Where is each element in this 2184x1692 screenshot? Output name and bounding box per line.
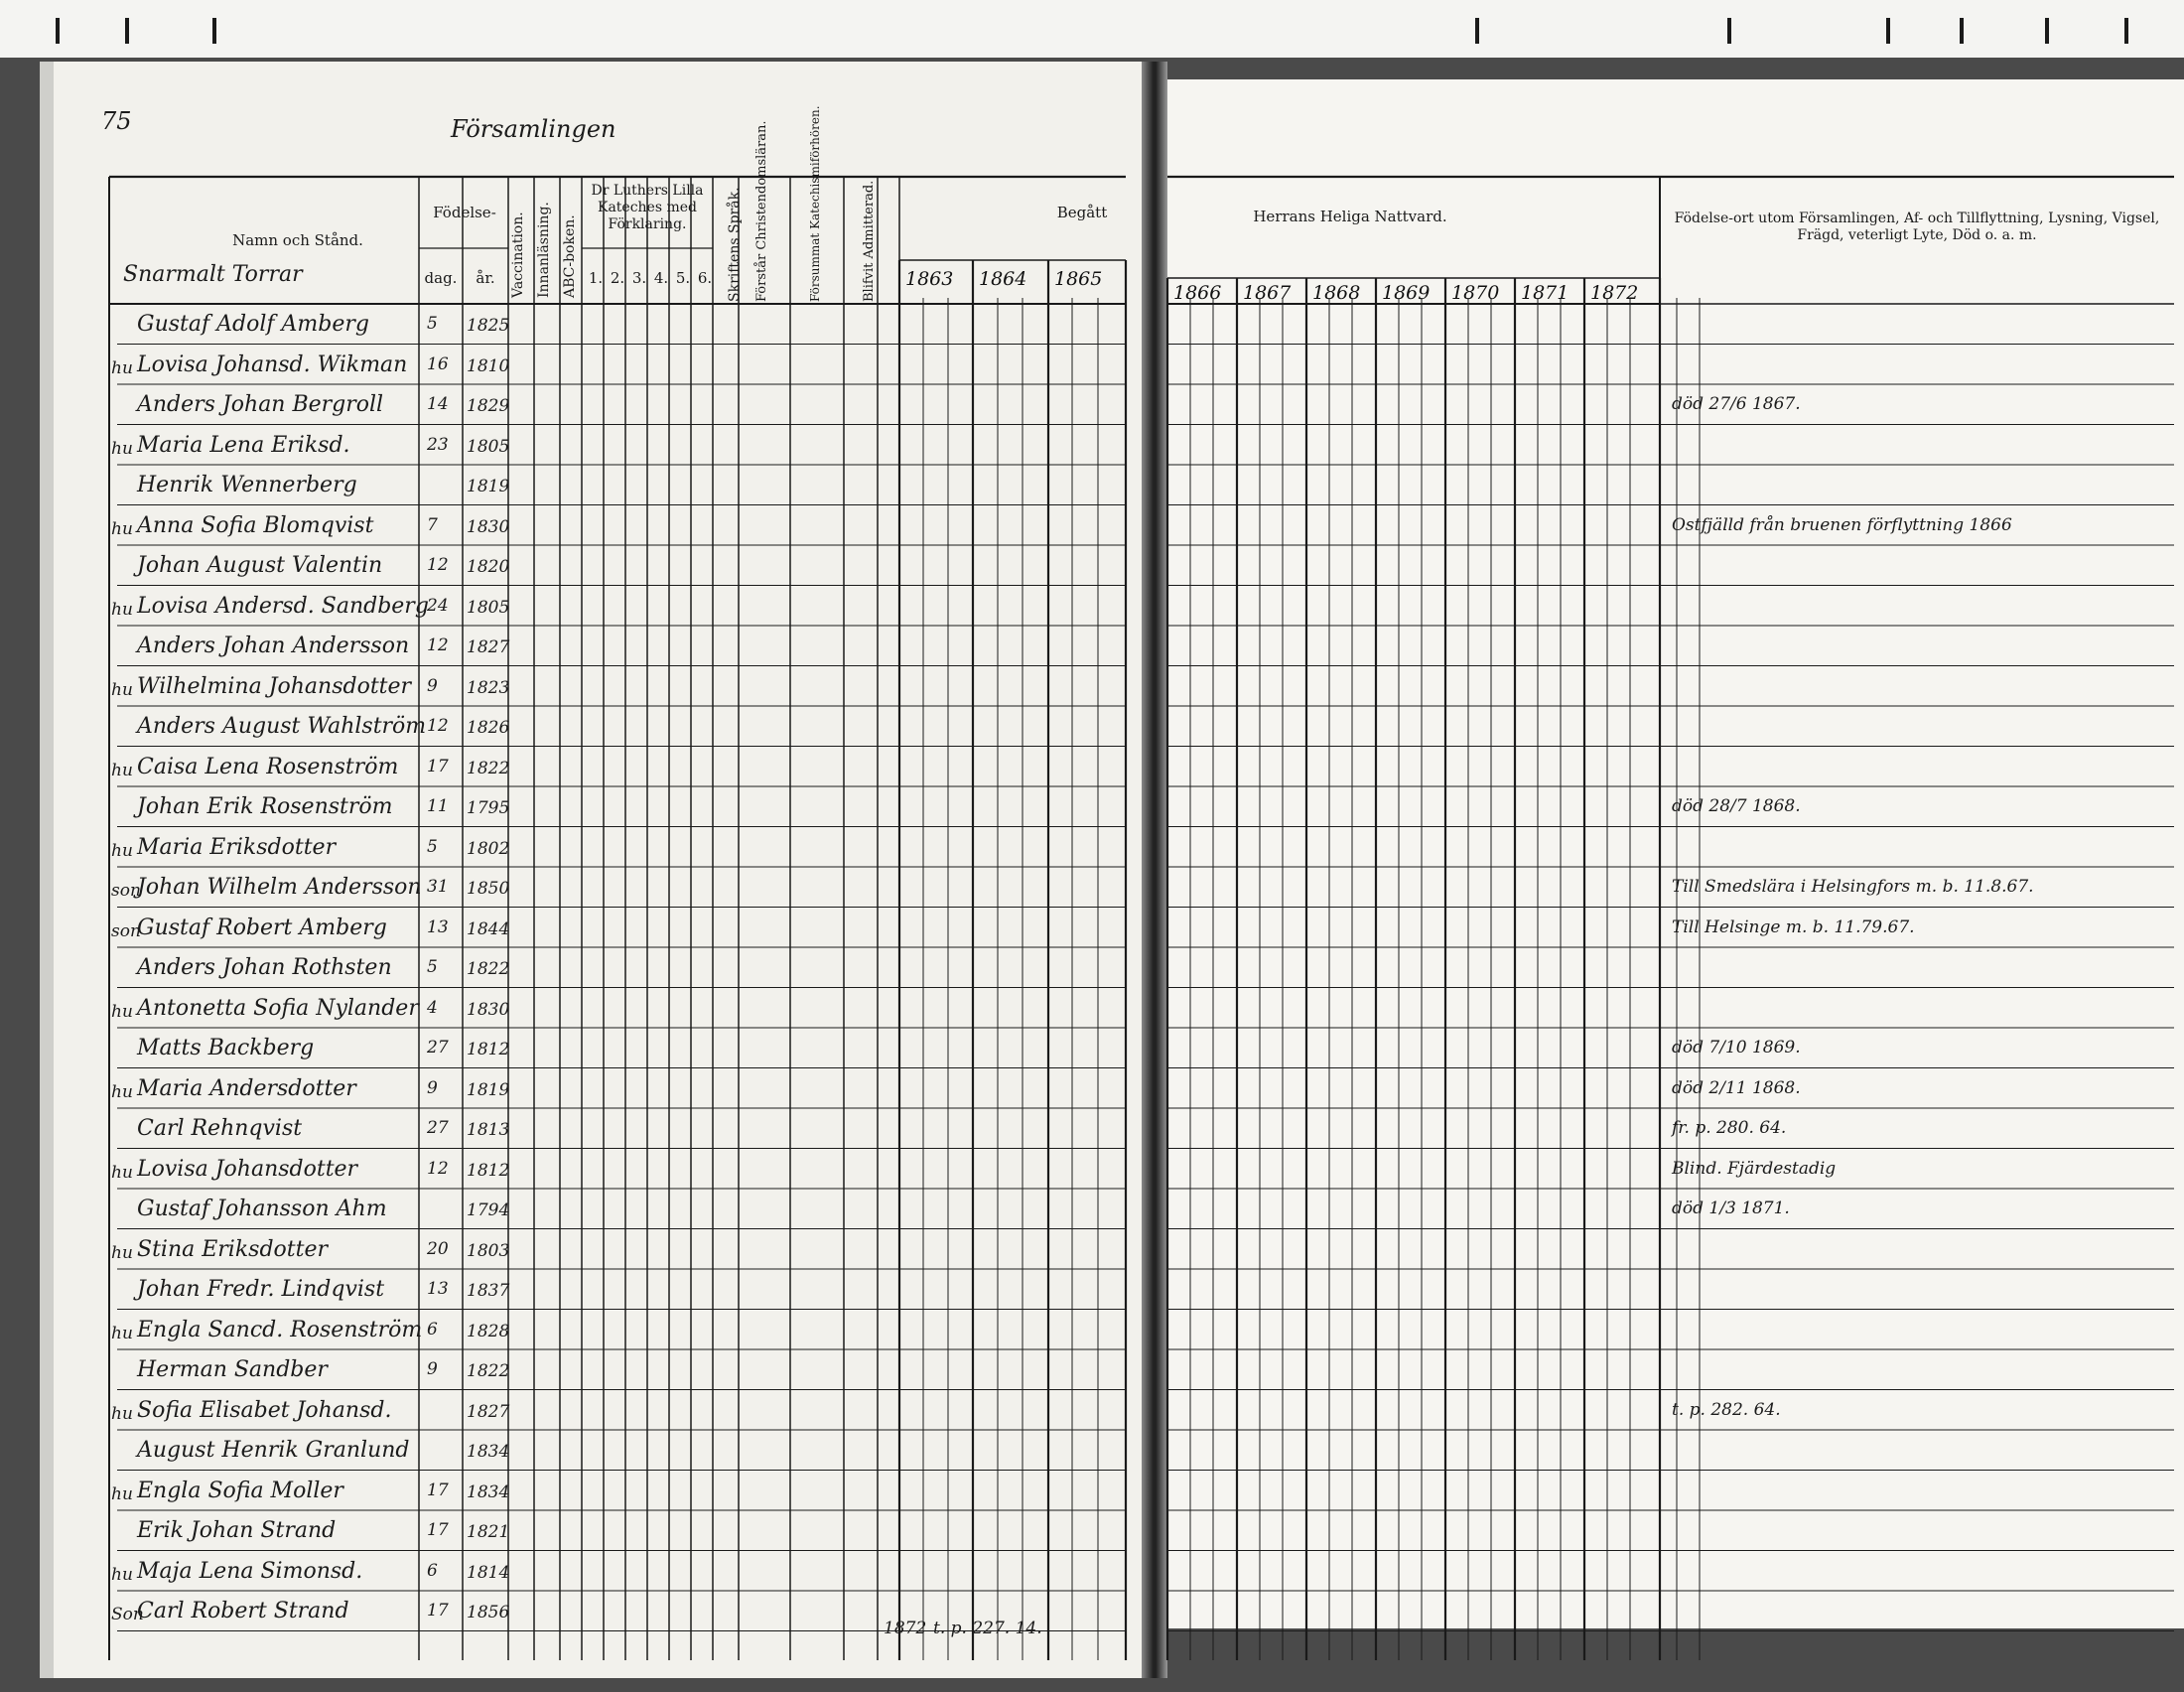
register-note: död 2/11 1868. — [1672, 1077, 1801, 1098]
person-name: Erik Johan Strand — [137, 1518, 337, 1543]
year-header-1867: 1867 — [1243, 282, 1292, 304]
row-prefix: son — [111, 920, 141, 941]
person-name: Johan Erik Rosenström — [137, 794, 393, 819]
person-name: Carl Robert Strand — [137, 1599, 349, 1623]
birth-year: 1813 — [467, 1120, 510, 1140]
birth-year: 1828 — [467, 1321, 510, 1341]
birth-day: 11 — [427, 796, 449, 816]
birth-year: 1812 — [467, 1160, 510, 1181]
year-header-1868: 1868 — [1312, 282, 1361, 304]
birth-day: 9 — [427, 675, 438, 696]
header-catechism: Dr Luthers Lilla Kateches med Förklaring. — [591, 183, 704, 232]
row-prefix: Son — [111, 1605, 144, 1624]
birth-day: 12 — [427, 635, 449, 655]
row-prefix: hu — [111, 1081, 133, 1102]
register-note: död 27/6 1867. — [1672, 394, 1801, 414]
birth-day: 27 — [427, 1118, 449, 1138]
birth-day: 16 — [427, 353, 449, 374]
person-name: Caisa Lena Rosenström — [137, 754, 399, 779]
birth-year: 1805 — [467, 436, 510, 457]
person-name: Johan Fredr. Lindqvist — [137, 1277, 385, 1302]
person-name: Lovisa Johansd. Wikman — [137, 352, 408, 377]
birth-year: 1834 — [467, 1442, 510, 1462]
header-birth-year: år. — [476, 269, 495, 287]
birth-year: 1827 — [467, 637, 510, 657]
register-note: död 7/10 1869. — [1672, 1038, 1801, 1058]
birth-year: 1819 — [467, 1079, 510, 1100]
row-prefix: son — [111, 881, 141, 901]
page-number: 75 — [101, 107, 132, 135]
row-prefix: hu — [111, 679, 133, 700]
row-prefix: hu — [111, 760, 133, 780]
birth-day: 5 — [427, 836, 438, 857]
birth-year: 1802 — [467, 838, 510, 859]
birth-day: 4 — [427, 997, 438, 1018]
birth-day: 17 — [427, 1520, 449, 1540]
birth-year: 1822 — [467, 1361, 510, 1381]
person-name: Maria Eriksdotter — [137, 834, 337, 860]
person-name: Antonetta Sofia Nylander — [137, 995, 419, 1021]
birth-year: 1810 — [467, 355, 510, 376]
birth-day: 13 — [427, 916, 449, 937]
person-name: Johan Wilhelm Andersson — [137, 875, 422, 900]
header-cat-5: 5. — [675, 269, 691, 287]
birth-year: 1819 — [467, 477, 510, 496]
footer-year: 1872 — [884, 1619, 927, 1638]
birth-day: 7 — [427, 514, 438, 535]
birth-day: 24 — [427, 595, 449, 616]
birth-year: 1803 — [467, 1240, 510, 1261]
person-name: Anna Sofia Blomqvist — [137, 512, 374, 538]
year-header-1870: 1870 — [1451, 282, 1500, 304]
person-name: Engla Sancd. Rosenström — [137, 1317, 423, 1342]
person-name: Anders Johan Andersson — [137, 634, 410, 658]
birth-year: 1850 — [467, 879, 510, 899]
header-cat-2: 2. — [610, 269, 625, 287]
birth-year: 1814 — [467, 1562, 510, 1583]
person-name: Johan August Valentin — [137, 553, 383, 578]
row-prefix: hu — [111, 1162, 133, 1183]
header-name: Namn och Stånd. — [232, 231, 363, 249]
register-note: Blind. Fjärdestadig — [1672, 1158, 1837, 1179]
person-name: Wilhelmina Johansdotter — [137, 673, 412, 699]
person-name: Maria Lena Eriksd. — [137, 432, 350, 458]
birth-year: 1826 — [467, 718, 510, 738]
year-header-1866: 1866 — [1173, 282, 1222, 304]
register-note: död 28/7 1868. — [1672, 796, 1801, 816]
person-name: Maja Lena Simonsd. — [137, 1558, 363, 1584]
birth-year: 1822 — [467, 758, 510, 778]
birth-year: 1834 — [467, 1481, 510, 1502]
row-prefix: hu — [111, 1403, 133, 1424]
header-scripture: Skriftens Språk. — [727, 187, 743, 302]
birth-year: 1825 — [467, 316, 510, 336]
birth-day: 31 — [427, 877, 449, 897]
row-prefix: hu — [111, 599, 133, 620]
person-name: Anders Johan Rothsten — [137, 955, 392, 980]
header-vaccination: Vaccination. — [510, 212, 526, 298]
birth-day: 5 — [427, 314, 438, 334]
register-note: Till Smedslära i Helsingfors m. b. 11.8.67. — [1672, 877, 2034, 897]
birth-day: 12 — [427, 716, 449, 736]
header-begatt: Begått — [1056, 204, 1108, 221]
person-name: Maria Andersdotter — [137, 1075, 356, 1101]
birth-day: 6 — [427, 1319, 438, 1340]
year-header-1863: 1863 — [905, 268, 954, 290]
birth-year: 1821 — [467, 1522, 510, 1542]
header-cat-4: 4. — [653, 269, 669, 287]
birth-day: 9 — [427, 1359, 438, 1379]
header-birth: Födelse- — [433, 204, 496, 221]
birth-year: 1827 — [467, 1401, 510, 1422]
row-prefix: hu — [111, 438, 133, 459]
birth-day: 17 — [427, 1601, 449, 1621]
birth-day: 17 — [427, 1480, 449, 1500]
register-note: Ostfjälld från bruenen förflyttning 1866 — [1672, 514, 2012, 535]
birth-year: 1795 — [467, 798, 510, 818]
header-birth-day: dag. — [424, 269, 458, 287]
person-name: Gustaf Johansson Ahm — [137, 1197, 387, 1221]
header-reading: Innanläsning. — [536, 202, 552, 298]
birth-year: 1794 — [467, 1200, 510, 1220]
person-name: Lovisa Andersd. Sandberg — [137, 593, 429, 619]
person-name: Engla Sofia Moller — [137, 1478, 343, 1503]
person-name: August Henrik Granlund — [137, 1438, 410, 1463]
person-name: Lovisa Johansdotter — [137, 1156, 358, 1182]
birth-year: 1856 — [467, 1603, 510, 1622]
person-name: Gustaf Adolf Amberg — [137, 312, 369, 337]
birth-year: 1812 — [467, 1040, 510, 1059]
birth-day: 9 — [427, 1077, 438, 1098]
person-name: Sofia Elisabet Johansd. — [137, 1397, 392, 1423]
parish-heading: Församlingen — [451, 115, 616, 143]
row-prefix: hu — [111, 357, 133, 378]
header-cat-1: 1. — [588, 269, 604, 287]
register-note: död 1/3 1871. — [1672, 1198, 1790, 1218]
birth-day: 27 — [427, 1038, 449, 1058]
birth-day: 20 — [427, 1238, 449, 1259]
footer-note: t. p. 227. 14. — [933, 1619, 1042, 1638]
birth-year: 1823 — [467, 677, 510, 698]
row-prefix: hu — [111, 518, 133, 539]
header-abc: ABC-boken. — [562, 214, 578, 298]
header-cat-6: 6. — [697, 269, 713, 287]
birth-day: 23 — [427, 434, 449, 455]
year-header-1865: 1865 — [1054, 268, 1103, 290]
village-name: Snarmalt Torrar — [123, 262, 303, 287]
birth-year: 1805 — [467, 597, 510, 618]
row-prefix: hu — [111, 1323, 133, 1343]
person-name: Anders Johan Bergroll — [137, 392, 384, 417]
year-header-1872: 1872 — [1590, 282, 1639, 304]
register-note: fr. p. 280. 64. — [1672, 1118, 1787, 1138]
birth-day: 5 — [427, 957, 438, 977]
birth-day: 14 — [427, 394, 449, 414]
birth-year: 1820 — [467, 557, 510, 577]
header-cat-3: 3. — [631, 269, 647, 287]
birth-day: 12 — [427, 1158, 449, 1179]
header-christianity: Förstår Christendomsläran. — [754, 120, 769, 302]
birth-year: 1830 — [467, 999, 510, 1020]
year-header-1871: 1871 — [1521, 282, 1570, 304]
birth-day: 6 — [427, 1560, 438, 1581]
birth-year: 1830 — [467, 516, 510, 537]
birth-day: 13 — [427, 1279, 449, 1299]
birth-year: 1837 — [467, 1281, 510, 1301]
row-prefix: hu — [111, 840, 133, 861]
person-name: Herman Sandber — [137, 1357, 328, 1382]
year-header-1869: 1869 — [1382, 282, 1431, 304]
person-name: Stina Eriksdotter — [137, 1236, 329, 1262]
row-prefix: hu — [111, 1001, 133, 1022]
birth-year: 1844 — [467, 918, 510, 939]
person-name: Henrik Wennerberg — [137, 473, 357, 497]
header-notes: Födelse-ort utom Församlingen, Af- och Tillflyttning, Lysning, Vigsel, Frägd, veterligt Lyte, Död o. a. m. — [1674, 211, 2160, 243]
register-note: t. p. 282. 64. — [1672, 1399, 1781, 1420]
row-prefix: hu — [111, 1564, 133, 1585]
birth-year: 1829 — [467, 396, 510, 416]
header-neglect: Försummat Katechismiförhören. — [808, 105, 822, 302]
header-admitted: Blifvit Admitterad. — [862, 180, 877, 302]
header-communion: Herrans Heliga Nattvard. — [1253, 208, 1447, 225]
person-name: Gustaf Robert Amberg — [137, 915, 387, 940]
birth-year: 1822 — [467, 959, 510, 979]
year-header-1864: 1864 — [979, 268, 1027, 290]
birth-day: 17 — [427, 756, 449, 776]
birth-day: 12 — [427, 555, 449, 575]
person-name: Anders August Wahlström — [137, 714, 427, 739]
row-prefix: hu — [111, 1242, 133, 1263]
row-prefix: hu — [111, 1483, 133, 1504]
person-name: Carl Rehnqvist — [137, 1116, 303, 1141]
person-name: Matts Backberg — [137, 1036, 315, 1060]
register-note: Till Helsinge m. b. 11.79.67. — [1672, 916, 1915, 937]
